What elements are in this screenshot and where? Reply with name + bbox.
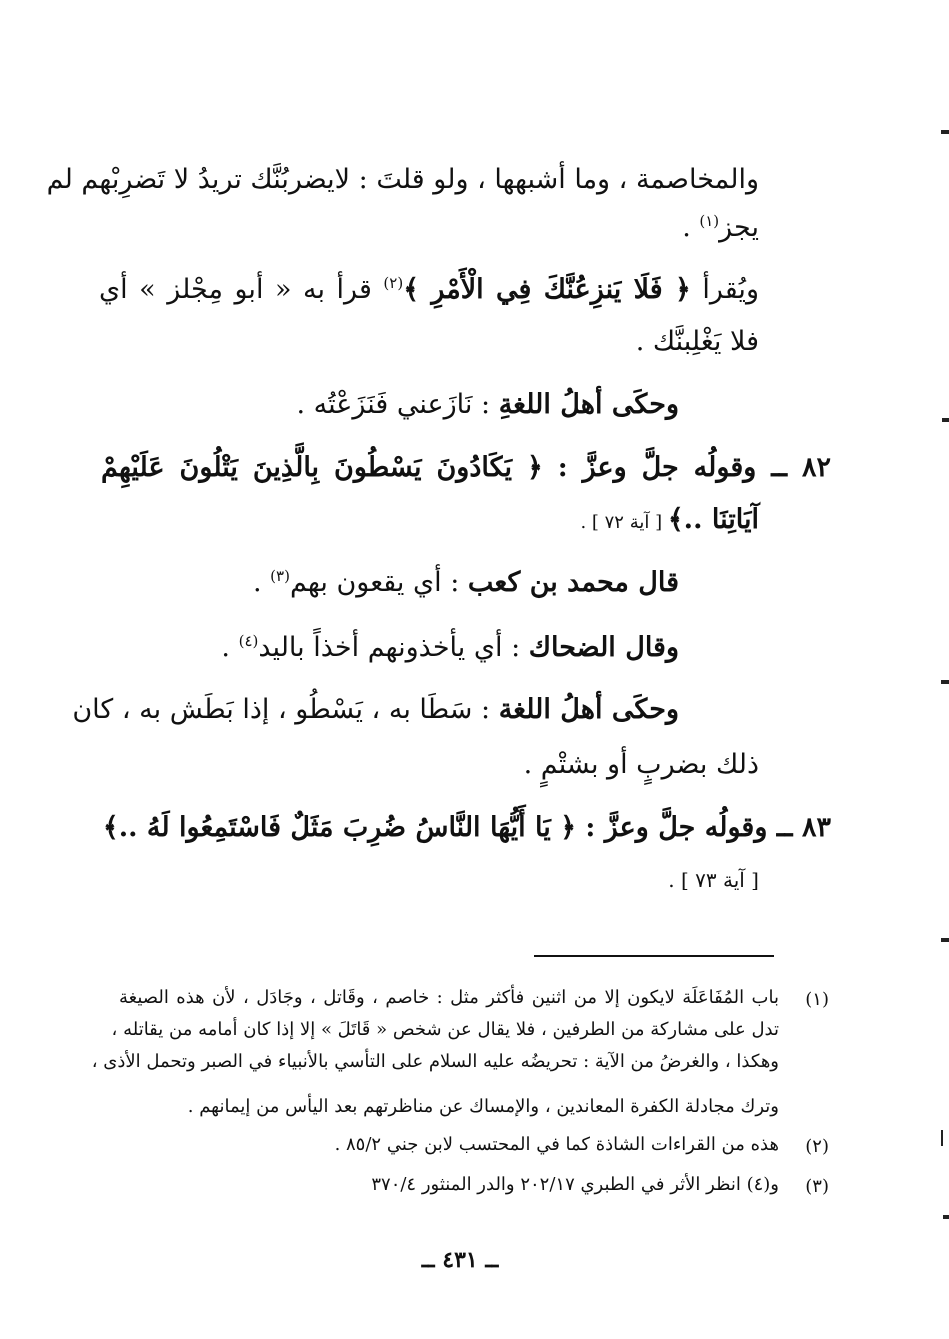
text-line-9: وقال الضحاك : أي يأخذونهم أخذاً باليد$^{(٤)}$ . xyxy=(221,632,679,663)
footnote-ref-2: (٢) xyxy=(383,274,404,292)
verse-heading-83: ٨٣ ــ وقولُه جلَّ وعزَّ : ﴿ يَا أَيُّهَا النَّاسُ ضُرِبَ مَثَلٌ فَاسْتَمِعُوا لَهُ ..﴾ xyxy=(102,812,831,843)
footnote-number-2: (٢) xyxy=(805,1136,829,1157)
footnote-1-line-4: وترك مجادلة الكفرة المعاندين ، والإمساك عن مناظرتهم بعد اليأس من إيمانهم . xyxy=(187,1096,779,1117)
quran-quote: ﴿ يَكَادُونَ يَسْطُونَ بِالَّذِينَ يَتْلُونَ عَلَيْهِمْ xyxy=(101,452,543,483)
footnote-ref-3: (٣) xyxy=(270,567,290,585)
text-line-11: ذلك بضربٍ أو بشتْمٍ . xyxy=(523,749,759,780)
text-line-4: فلا يَغْلِبنَّك . xyxy=(635,326,759,357)
scan-edge-mark xyxy=(943,1215,949,1219)
scan-edge-mark xyxy=(941,938,949,942)
text-line-7 xyxy=(99,500,759,543)
footnote-1-line-3: وهكذا ، والغرضُ من الآية : تحريضُه عليه السلام على التأسي بالأنبياء في الصبر وتحمل الأذى ، xyxy=(91,1051,779,1072)
quran-quote: ﴿ فَلَا يَنزِعُنَّكَ فِي الْأَمْرِ ﴾ xyxy=(403,274,691,305)
text-line-2: يجز$^{(١)}$ . xyxy=(682,212,759,243)
text-line-5: وحكَى أهلُ اللغةِ : نَازَعني فَنَزَعْتُه . xyxy=(296,389,679,420)
footnote-number-1: (١) xyxy=(805,989,829,1010)
footnote-ref-4: (٤) xyxy=(238,632,259,650)
quran-quote: آيَاتِنَا ..﴾ xyxy=(667,504,759,535)
text-line-1: والمخاصمة ، وما أشبهها ، ولو قلتَ : لايضربُنَّك تريدُ لا تَضرِبْهم لم xyxy=(46,164,759,195)
page-number: ــ ٤٣١ ــ xyxy=(421,1247,499,1273)
footnote-divider xyxy=(534,955,774,957)
verse-ref-72: [ آية ٧٢ ] . xyxy=(580,512,668,533)
footnote-number-3: (٣) xyxy=(805,1176,829,1197)
footnote-1-line-1: باب المُفَاعَلَة لايكون إلا من اثنين فأكثر مثل : خاصم ، وقَاتل ، وجَادَل ، لأن هذه الصيغة xyxy=(119,987,779,1008)
quran-quote: ﴿ يَا أَيُّهَا النَّاسُ ضُرِبَ مَثَلٌ فَاسْتَمِعُوا لَهُ ..﴾ xyxy=(102,812,577,843)
text-line-8: قال محمد بن كعب : أي يقعون بهم$^{(٣)}$ . xyxy=(252,567,679,598)
text-line-3: ويُقرأ ﴿ فَلَا يَنزِعُنَّكَ فِي الْأَمْرِ ﴾$^{(٢)}$ قرأ به « أبو مِجْلز » أي xyxy=(99,274,759,305)
scan-edge-mark xyxy=(941,1130,943,1146)
text-line-10: وحكَى أهلُ اللغة : سَطَا به ، يَسْطُو ، إذا بَطَش به ، كان xyxy=(72,694,679,725)
verse-ref-73: [ آية ٧٣ ] . xyxy=(668,868,759,892)
scan-edge-mark xyxy=(941,130,949,134)
scan-edge-mark xyxy=(942,418,949,422)
footnote-1-line-2: تدل على مشاركة من الطرفين ، فلا يقال عن شخص « قَاتَلَ » إلا إذا كان أمامه من يقاتله ، xyxy=(111,1019,779,1040)
verse-heading-82: ٨٢ ــ وقولُه جلَّ وعزَّ : ﴿ يَكَادُونَ يَسْطُونَ بِالَّذِينَ يَتْلُونَ عَلَيْهِمْ xyxy=(101,452,831,483)
footnote-2: هذه من القراءات الشاذة كما في المحتسب لابن جني ٨٥/٢ . xyxy=(334,1134,779,1155)
footnote-3: و(٤) انظر الأثر في الطبري ٢٠٢/١٧ والدر المنثور ٣٧٠/٤ xyxy=(371,1174,779,1195)
scan-edge-mark xyxy=(941,680,949,684)
footnote-ref-1: (١) xyxy=(699,212,720,230)
